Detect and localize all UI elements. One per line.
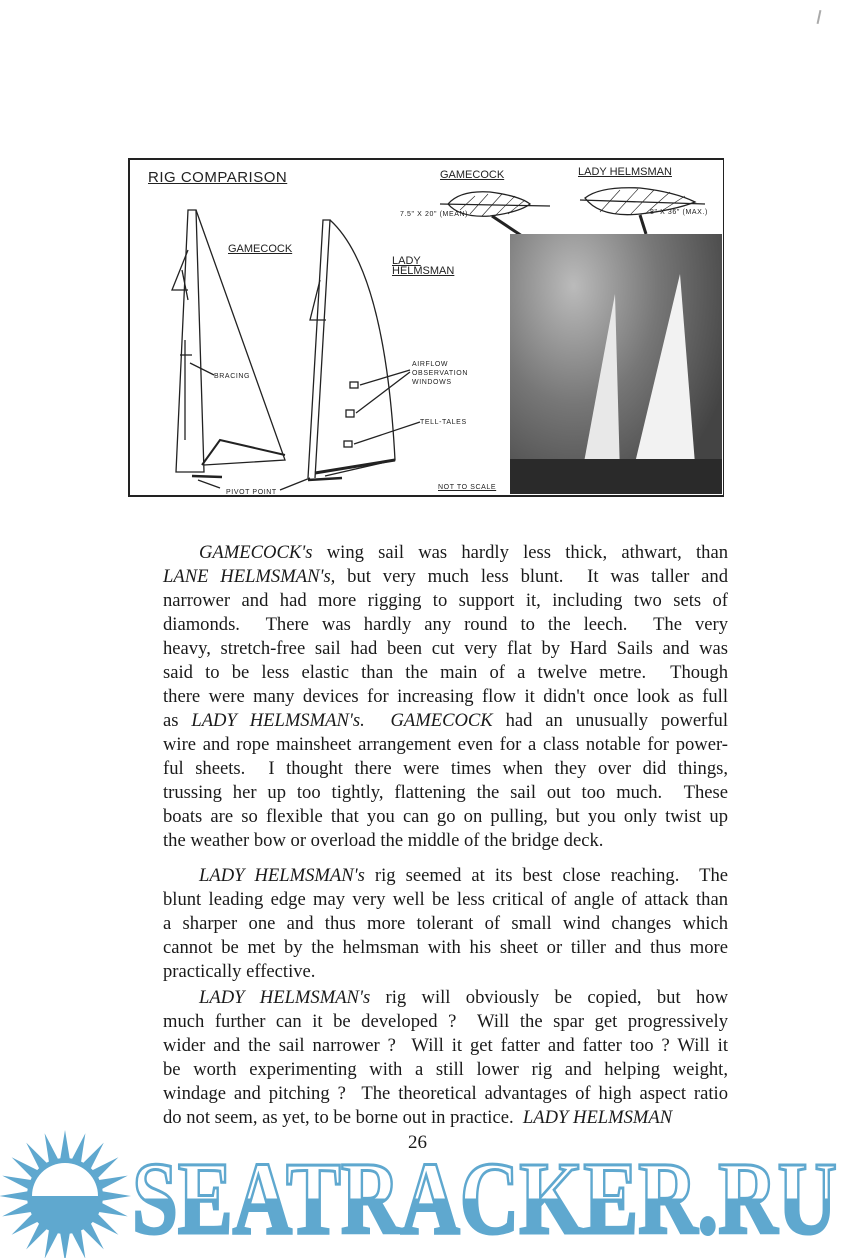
text-segment: had an unusually powerful — [492, 710, 729, 731]
section-label-gamecock: GAMECOCK — [440, 169, 505, 181]
text-segment: but very much less blunt. It was taller and — [335, 566, 728, 587]
text-line — [163, 805, 728, 829]
sun-logo-icon — [0, 1130, 131, 1258]
text-line — [163, 888, 728, 912]
text-segment: practically effective. — [163, 961, 316, 982]
airflow-line1: AIRFLOW — [412, 361, 449, 368]
sun-ray — [60, 1130, 70, 1160]
text-segment: diamonds. There was hardly any round to the leech. The very — [163, 614, 728, 635]
text-segment: rig will obviously be copied, but how — [370, 987, 728, 1008]
label-lady-helmsman — [392, 256, 454, 276]
italic-name: LADY HELMSMAN's. GAMECOCK — [191, 710, 493, 731]
text-segment: as — [163, 710, 192, 731]
label-pivot-point: PIVOT POINT — [226, 489, 277, 496]
italic-name: LADY HELMSMAN's — [199, 865, 365, 886]
label-lady-line2: HELMSMAN — [392, 265, 455, 277]
text-line — [163, 589, 728, 613]
label-bracing: BRACING — [214, 373, 251, 380]
section-label-lady: LADY HELMSMAN — [578, 166, 672, 178]
airflow-line3: WINDOWS — [412, 379, 452, 386]
lady-sail — [325, 220, 395, 476]
text-segment: wider and the sail narrower ? Will it get fatter and fatter too ? Will it — [163, 1035, 728, 1056]
gamecock-mast — [176, 210, 204, 472]
text-segment: a sharper one and thus more tolerant of small wind changes which — [163, 913, 728, 934]
italic-name: GAMECOCK's — [199, 542, 313, 563]
paragraph-2 — [163, 864, 728, 984]
label-gamecock: GAMECOCK — [228, 243, 293, 255]
text-line — [163, 1010, 728, 1034]
text-line — [163, 757, 728, 781]
text-line — [163, 1082, 728, 1106]
text-segment: be worth experimenting with a still lower rig and helping weight, — [163, 1059, 728, 1080]
label-airflow-windows — [412, 360, 468, 387]
text-line — [163, 733, 728, 757]
gamecock-dims: 7.5" X 20" (MEAN) — [400, 211, 469, 218]
italic-name: LADY HELMSMAN — [522, 1107, 673, 1128]
lady-mast — [308, 220, 330, 478]
text-line — [163, 936, 728, 960]
sun-ray — [0, 1191, 29, 1201]
label-tell-tales: TELL-TALES — [420, 419, 467, 426]
text-segment: said to be less elastic than the main of a twelve metre. Though — [163, 662, 728, 683]
text-segment: windage and pitching ? The theoretical advantages of high aspect ratio — [163, 1083, 728, 1104]
text-segment: blunt leading edge may very well be less critical of angle of attack than — [163, 889, 728, 910]
lady-dims: 8" X 36" (MAX.) — [650, 209, 708, 216]
text-segment: ful sheets. I thought there were times when they over did things, — [163, 758, 728, 779]
watermark-text: SEATRACKER.RU — [132, 1141, 837, 1256]
text-line — [163, 960, 728, 984]
text-segment: wire and rope mainsheet arrangement even for a class notable for power- — [163, 734, 728, 755]
text-segment: heavy, stretch-free sail had been cut very flat by Hard Sails and was — [163, 638, 728, 659]
text-segment: rig seemed at its best close reaching. The — [364, 865, 728, 886]
figure-title: RIG COMPARISON — [148, 169, 288, 186]
sun-ray — [60, 1232, 70, 1258]
italic-name: LANE HELMSMAN's, — [163, 566, 336, 587]
paragraph-1 — [163, 541, 728, 853]
label-lady-line1: LADY — [392, 255, 421, 267]
text-segment: boats are so flexible that you can go on pulling, but you only twist up — [163, 806, 728, 827]
italic-name: LADY HELMSMAN's — [199, 987, 371, 1008]
text-segment: much further can it be developed ? Will the spar get progressively — [163, 1011, 728, 1032]
sailing-photo — [510, 234, 722, 494]
text-line — [163, 661, 728, 685]
text-line — [163, 781, 728, 805]
text-line — [163, 864, 728, 888]
text-line — [163, 829, 728, 853]
text-line — [163, 613, 728, 637]
text-segment: trussing her up too tightly, flattening the sail out too much. These — [163, 782, 728, 803]
text-segment: wing sail was hardly less thick, athwart, than — [312, 542, 728, 563]
label-not-to-scale: NOT TO SCALE — [438, 484, 497, 491]
text-segment: there were many devices for increasing flow it didn't once look as full — [163, 686, 728, 707]
text-line — [163, 1106, 728, 1130]
text-line — [163, 709, 728, 733]
seatracker-watermark — [0, 1128, 848, 1258]
text-line — [163, 986, 728, 1010]
sun-ray — [101, 1191, 131, 1201]
text-line — [163, 1058, 728, 1082]
page-number: 26 — [408, 1132, 427, 1153]
paragraph-3 — [163, 986, 728, 1130]
text-line — [163, 637, 728, 661]
airflow-line2: OBSERVATION — [412, 370, 468, 377]
text-segment: narrower and had more rigging to support it, including two sets of — [163, 590, 728, 611]
rig-comparison-figure — [128, 158, 724, 497]
text-segment: cannot be met by the helmsman with his sheet or tiller and thus more — [163, 937, 728, 958]
text-line — [163, 1034, 728, 1058]
text-line — [163, 912, 728, 936]
scan-mark — [817, 10, 822, 24]
text-line — [163, 565, 728, 589]
text-segment: the weather bow or overload the middle of the bridge deck. — [163, 830, 604, 851]
text-line — [163, 685, 728, 709]
text-segment: do not seem, as yet, to be borne out in practice. — [163, 1107, 523, 1128]
text-line — [163, 541, 728, 565]
